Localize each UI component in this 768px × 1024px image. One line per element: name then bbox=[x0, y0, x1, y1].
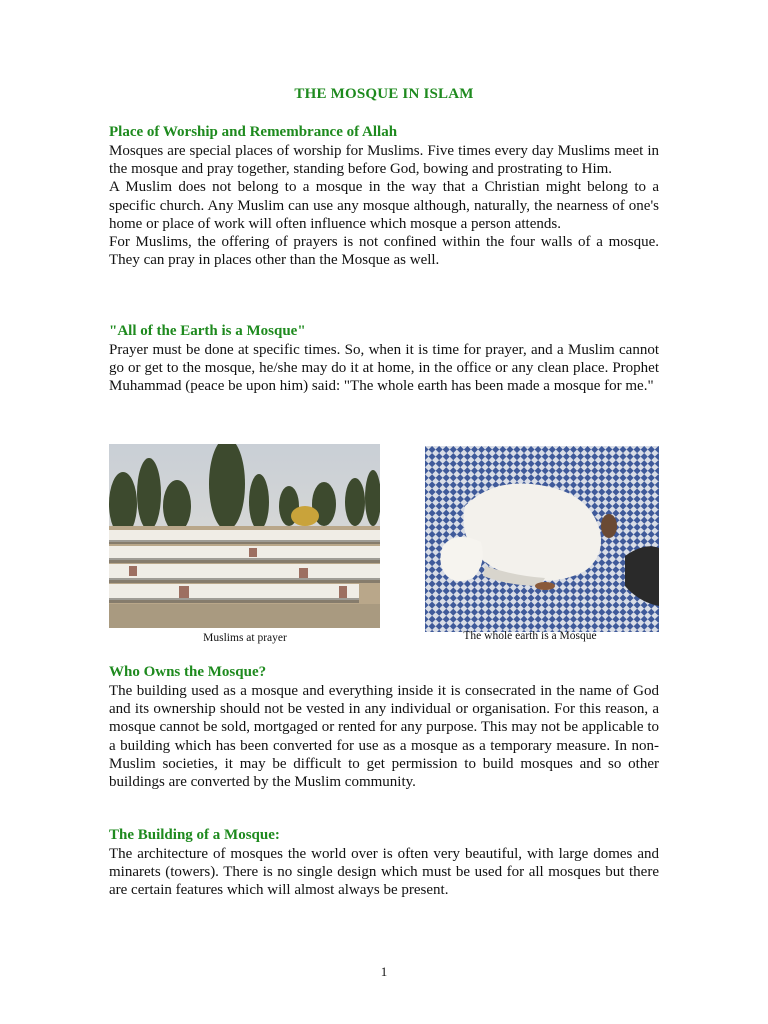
section-earth-is-mosque bbox=[109, 322, 659, 396]
paragraph: The architecture of mosques the world over is often very beautiful, with large domes and minarets (towers). There is no single design which must be used for all mosques but there are certain features which will almost always be present. bbox=[109, 846, 659, 899]
section-heading: "All of the Earth is a Mosque" bbox=[109, 323, 306, 339]
photo-caption: The whole earth is a Mosque bbox=[463, 630, 597, 642]
photo-muslims-at-prayer bbox=[109, 444, 380, 628]
paragraph: A Muslim does not belong to a mosque in the way that a Christian might belong to a specific church. Any Muslim can use any mosque although, naturally, the nearness of one's home or place of work will often influence which mosque a person attends. bbox=[109, 179, 659, 232]
paragraph: The building used as a mosque and everything inside it is consecrated in the name of God and its ownership should not be vested in any individual or organisation. For this reason, a mosque cannot be sold, mortgaged or rented for any purpose. This may not be applicable to a building which has been converted for use as a mosque as a temporary measure. In non-Muslim societies, it may be difficult to get permission to build mosques and so other buildings are converted by the Muslim community. bbox=[109, 683, 659, 791]
page-number: 1 bbox=[380, 964, 388, 979]
section-building-of-mosque bbox=[109, 826, 659, 900]
section-heading: Place of Worship and Remembrance of Allah bbox=[109, 124, 398, 140]
section-place-of-worship bbox=[109, 123, 659, 269]
photo-caption: Muslims at prayer bbox=[203, 632, 287, 644]
section-who-owns-mosque bbox=[109, 663, 659, 791]
paragraph: Mosques are special places of worship for Muslims. Five times every day Muslims meet in the mosque and pray together, standing before God, bowing and prostrating to Him. bbox=[109, 143, 659, 178]
photo-whole-earth-mosque bbox=[425, 446, 659, 632]
document-title: THE MOSQUE IN ISLAM bbox=[294, 86, 474, 102]
section-heading: Who Owns the Mosque? bbox=[109, 664, 267, 680]
section-heading: The Building of a Mosque: bbox=[109, 827, 280, 843]
paragraph: For Muslims, the offering of prayers is not confined within the four walls of a mosque. They can pray in places other than the Mosque as well. bbox=[109, 234, 659, 269]
paragraph: Prayer must be done at specific times. So, when it is time for prayer, and a Muslim cannot go or get to the mosque, he/she may do it at home, in the office or any clean place. Prophet Muhammad (peace be upon him) said: "The whole earth has been made a mosque for me." bbox=[109, 342, 659, 395]
